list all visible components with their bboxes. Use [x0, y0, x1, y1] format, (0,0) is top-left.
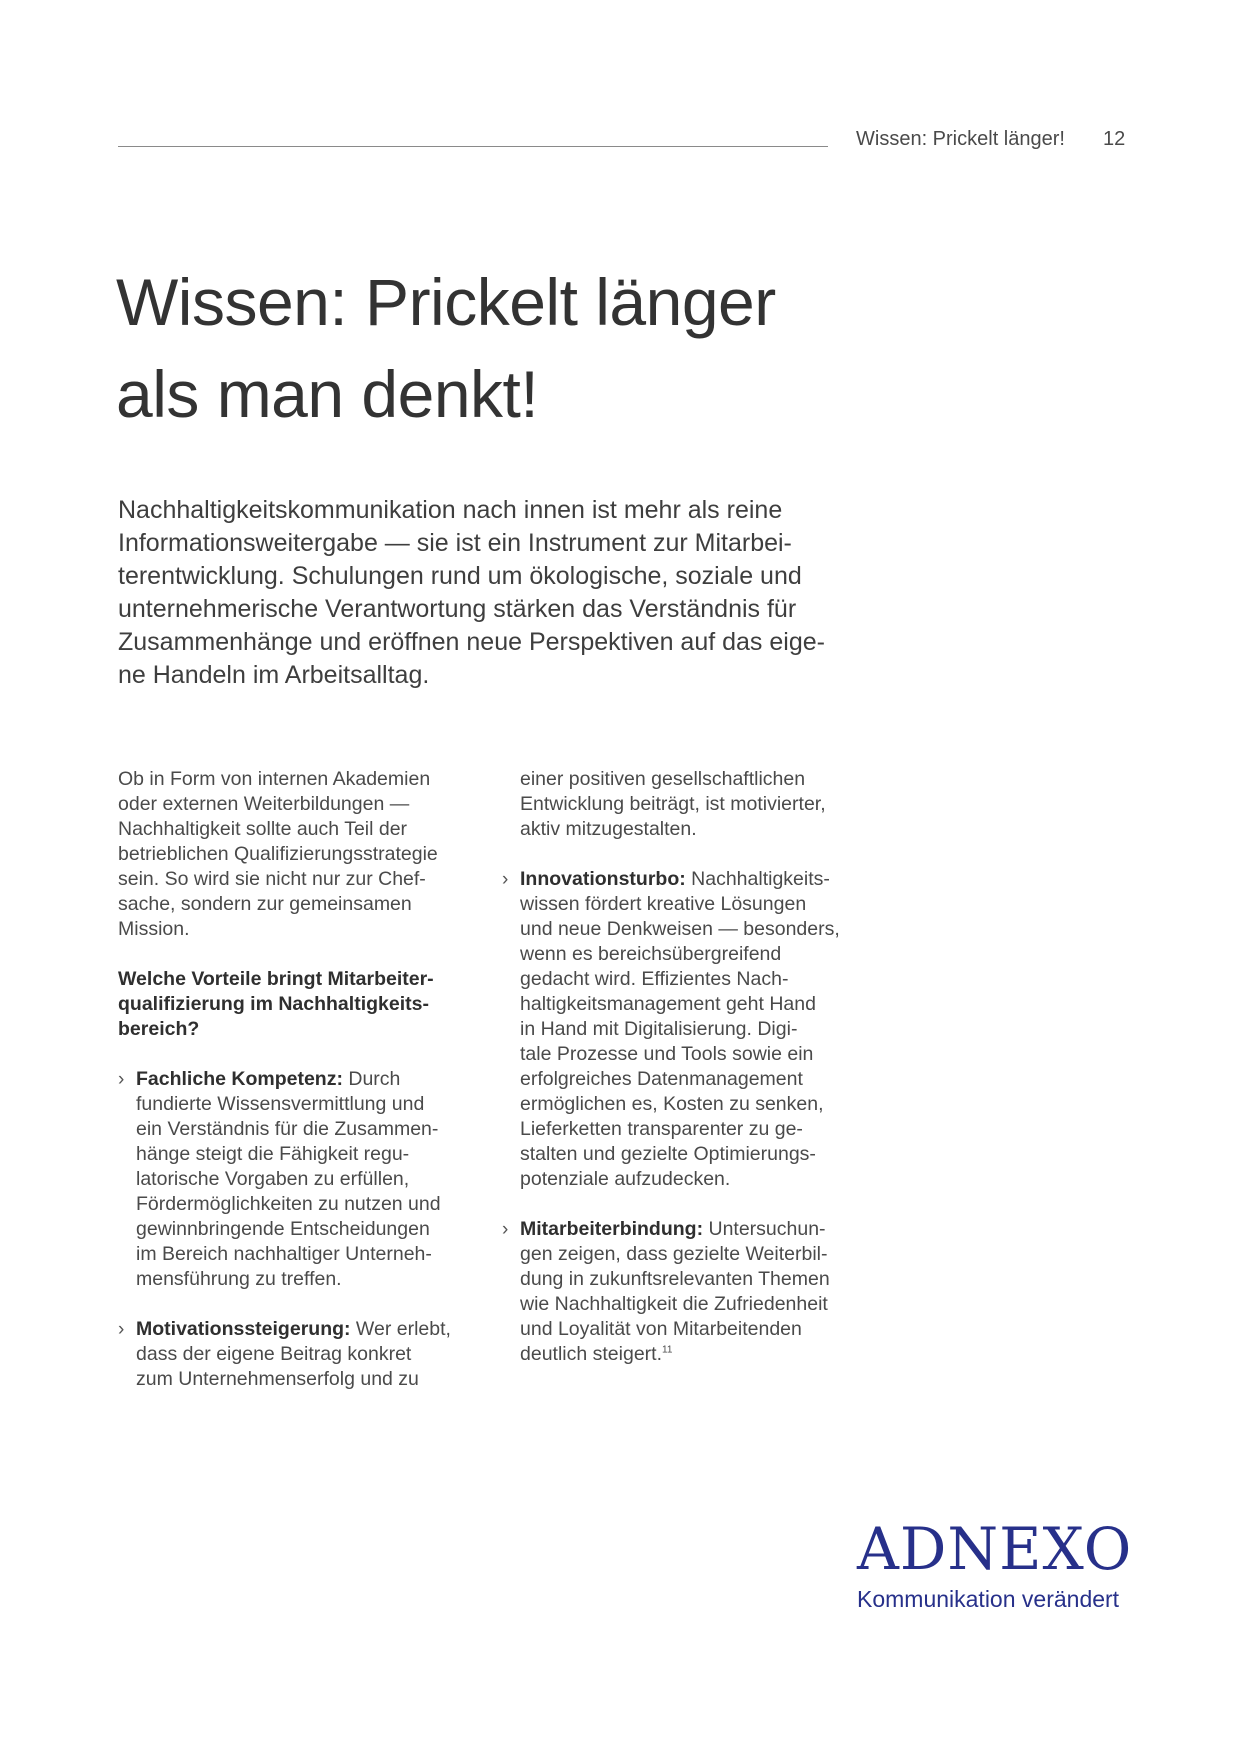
bullet-line: ein Verständnis für die Zusammen- [136, 1118, 439, 1140]
title-line: Wissen: Prickelt länger [116, 265, 776, 339]
chevron-right-icon: › [502, 1219, 509, 1240]
chevron-right-icon: › [118, 1069, 125, 1090]
body-line: betrieblichen Qualifizierungsstrategie [118, 843, 438, 865]
bullet-line: einer positiven gesellschaftlichen [520, 768, 806, 790]
bullet-innovationsturbo [502, 867, 847, 1192]
bullet-line: ermöglichen es, Kosten zu senken, [520, 1093, 824, 1115]
footnote-ref: 11 [662, 1344, 673, 1356]
bullet-line: gen zeigen, dass gezielte Weiterbil- [520, 1243, 828, 1265]
bullet-motivationssteigerung [118, 1317, 458, 1392]
intro-paragraph [118, 494, 838, 692]
bullet-line: mensführung zu treffen. [136, 1268, 342, 1290]
body-paragraph [118, 767, 458, 942]
running-title: Wissen: Prickelt länger! [856, 128, 1065, 150]
body-line: oder externen Weiterbildungen — [118, 793, 410, 815]
bullet-line: fundierte Wissensvermittlung und [136, 1093, 425, 1115]
bullet-mitarbeiterbindung [502, 1217, 847, 1367]
bullet-line: potenziale aufzudecken. [520, 1168, 731, 1190]
bullet-line: Lieferketten transparenter zu ge- [520, 1118, 803, 1140]
intro-line: Nachhaltigkeitskommunikation nach innen ist mehr als reine [118, 496, 783, 524]
bullet-line: Entwicklung beiträgt, ist motivierter, [520, 793, 826, 815]
bullet-term: Innovationsturbo: [520, 868, 686, 890]
logo-tagline: Kommunikation verändert [857, 1586, 1120, 1612]
bullet-text: Wer erlebt, [350, 1318, 451, 1340]
intro-line: terentwicklung. Schulungen rund um ökologische, soziale und [118, 562, 802, 590]
page-title [116, 256, 876, 440]
right-column [502, 767, 847, 1367]
page-number: 12 [1103, 128, 1126, 150]
bullet-line: wie Nachhaltigkeit die Zufriedenheit [520, 1293, 828, 1315]
bullet-term: Fachliche Kompetenz: [136, 1068, 343, 1090]
intro-line: Zusammenhänge und eröffnen neue Perspektiven auf das eige- [118, 628, 825, 656]
bullet-line: hänge steigt die Fähigkeit regu- [136, 1143, 410, 1165]
header-rule [118, 146, 828, 147]
body-line: Mission. [118, 918, 190, 940]
bullet-line: zum Unternehmenserfolg und zu [136, 1368, 419, 1390]
subheading-line: bereich? [118, 1018, 200, 1040]
bullet-line: erfolgreiches Datenmanagement [520, 1068, 803, 1090]
bullet-line: haltigkeitsmanagement geht Hand [520, 993, 816, 1015]
title-line: als man denkt! [116, 357, 539, 431]
subheading-line: Welche Vorteile bringt Mitarbeiter- [118, 968, 434, 990]
bullet-line: Fördermöglichkeiten zu nutzen und [136, 1193, 441, 1215]
bullet-term: Motivationssteigerung: [136, 1318, 351, 1340]
chevron-right-icon: › [502, 869, 509, 890]
bullet-line: in Hand mit Digitalisierung. Digi- [520, 1018, 798, 1040]
bullet-line: und neue Denkweisen — besonders, [520, 918, 840, 940]
bullet-line: dung in zukunftsrelevanten Themen [520, 1268, 830, 1290]
bullet-continuation [502, 767, 847, 842]
bullet-line: gedacht wird. Effizientes Nach- [520, 968, 789, 990]
intro-line: Informationsweitergabe — sie ist ein Instrument zur Mitarbei- [118, 529, 792, 557]
section-subheading [118, 967, 458, 1042]
bullet-line: gewinnbringende Entscheidungen [136, 1218, 430, 1240]
body-line: Nachhaltigkeit sollte auch Teil der [118, 818, 408, 840]
bullet-line: im Bereich nachhaltiger Unterneh- [136, 1243, 432, 1265]
body-line: sein. So wird sie nicht nur zur Chef- [118, 868, 426, 890]
bullet-text: Untersuchun- [703, 1218, 826, 1240]
bullet-line: wenn es bereichsübergreifend [520, 943, 782, 965]
body-line: sache, sondern zur gemeinsamen [118, 893, 412, 915]
chevron-right-icon: › [118, 1319, 125, 1340]
bullet-line: deutlich steigert. [520, 1343, 662, 1365]
left-column [118, 767, 458, 1392]
bullet-fachliche-kompetenz [118, 1067, 458, 1292]
body-line: Ob in Form von internen Akademien [118, 768, 431, 790]
bullet-line: tale Prozesse und Tools sowie ein [520, 1043, 814, 1065]
bullet-line: stalten und gezielte Optimierungs- [520, 1143, 816, 1165]
bullet-text: Durch [342, 1068, 401, 1090]
subheading-line: qualifizierung im Nachhaltigkeits- [118, 993, 429, 1015]
intro-line: unternehmerische Verantwortung stärken das Verständnis für [118, 595, 797, 623]
bullet-line: latorische Vorgaben zu erfüllen, [136, 1168, 410, 1190]
intro-line: ne Handeln im Arbeitsalltag. [118, 661, 430, 689]
bullet-line: dass der eigene Beitrag konkret [136, 1343, 412, 1365]
bullet-text: Nachhaltigkeits- [685, 868, 830, 890]
adnexo-logo: ADNEXO [857, 1515, 1133, 1583]
bullet-line: und Loyalität von Mitarbeitenden [520, 1318, 802, 1340]
bullet-line: wissen fördert kreative Lösungen [520, 893, 807, 915]
bullet-term: Mitarbeiterbindung: [520, 1218, 704, 1240]
bullet-line: aktiv mitzugestalten. [520, 818, 697, 840]
